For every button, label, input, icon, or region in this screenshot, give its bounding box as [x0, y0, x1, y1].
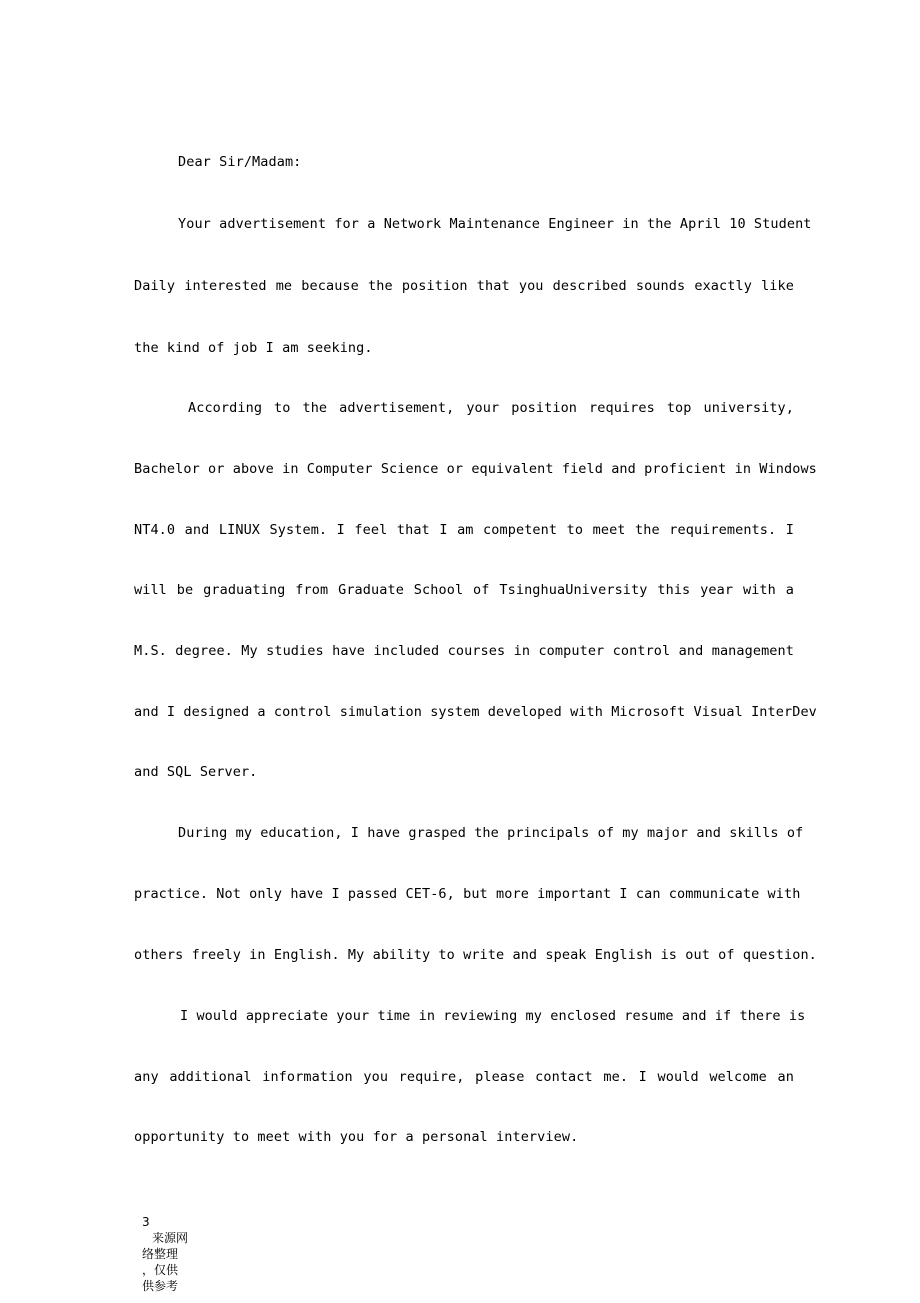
- source-note-line: ，仅供: [142, 1263, 179, 1277]
- paragraph-4-line-3: opportunity to meet with you for a personal interview.: [134, 1129, 579, 1145]
- source-note-line: 供参考: [142, 1279, 179, 1293]
- paragraph-1-line-3: the kind of job I am seeking.: [134, 340, 373, 356]
- paragraph-1-line-1: Your advertisement for a Network Maintenance Engineer in the April 10 Student: [178, 216, 812, 232]
- paragraph-2-line-6: and I designed a control simulation system developed with Microsoft Visual InterDev: [134, 704, 817, 720]
- paragraph-3-line-1: During my education, I have grasped the principals of my major and skills of: [178, 825, 804, 841]
- page-number: 3: [142, 1215, 150, 1229]
- paragraph-3-line-2: practice. Not only have I passed CET-6, but more important I can communicate with: [134, 886, 801, 902]
- paragraph-3-line-3: others freely in English. My ability to write and speak English is out of question.: [134, 947, 817, 963]
- paragraph-4-line-2: any additional information you require, please contact me. I would welcome an: [134, 1069, 794, 1085]
- paragraph-2-line-2: Bachelor or above in Computer Science or equivalent field and proficient in Windows: [134, 461, 817, 477]
- paragraph-2-line-5: M.S. degree. My studies have included courses in computer control and management: [134, 643, 794, 659]
- salutation: Dear Sir/Madam:: [178, 154, 302, 170]
- page-footer: [142, 1214, 202, 1294]
- source-note-line: 来源网: [152, 1231, 189, 1245]
- paragraph-1-line-2: Daily interested me because the position that you described sounds exactly like: [134, 278, 794, 294]
- paragraph-2-line-7: and SQL Server.: [134, 764, 258, 780]
- paragraph-2-line-3: NT4.0 and LINUX System. I feel that I am competent to meet the requirements. I: [134, 522, 794, 538]
- paragraph-2-line-1: According to the advertisement, your position requires top university,: [188, 400, 794, 416]
- source-note-line: 络整理: [142, 1247, 179, 1261]
- paragraph-2-line-4: will be graduating from Graduate School of TsinghuaUniversity this year with a: [134, 582, 794, 598]
- paragraph-4-line-1: I would appreciate your time in reviewing my enclosed resume and if there is: [180, 1008, 806, 1024]
